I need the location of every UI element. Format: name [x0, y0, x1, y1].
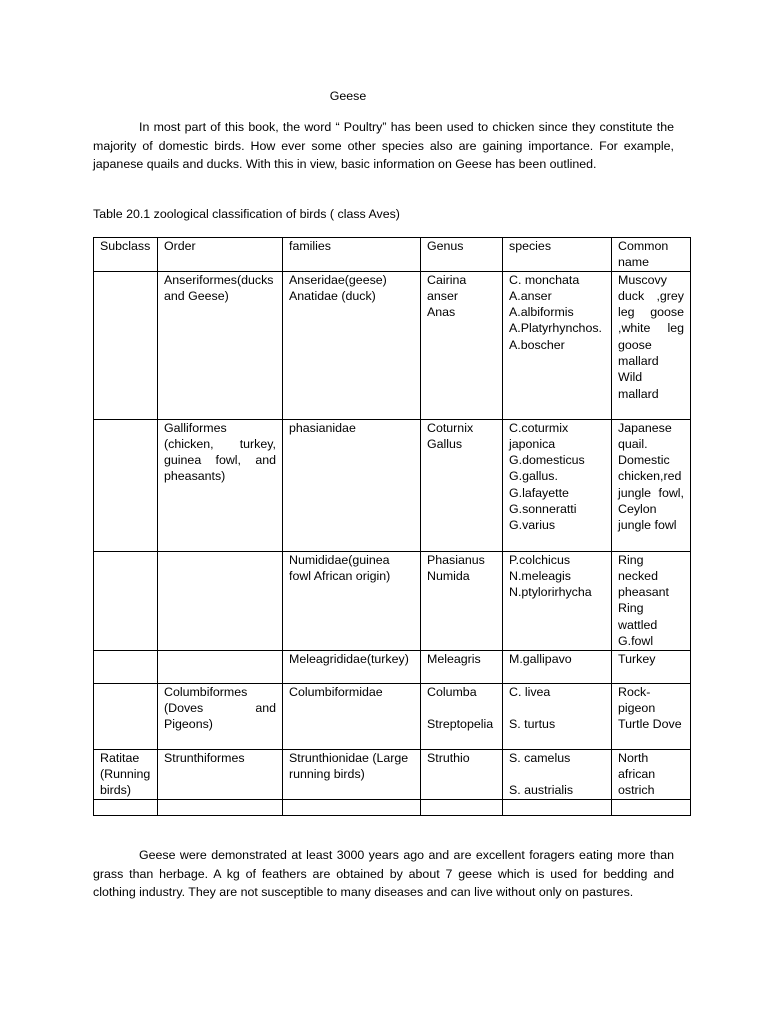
- species-item: G.gallus.: [509, 469, 558, 484]
- cell-order: [158, 799, 283, 815]
- species-item: G.varius: [509, 518, 556, 533]
- species-item: G.sonneratti: [509, 502, 577, 517]
- cell-common-name: Muscovy duck ,grey leg goose ,white leg goose mallard Wild mallard: [612, 271, 691, 419]
- cell-families: Numididae(guinea fowl African origin): [283, 551, 421, 650]
- table-row: [94, 650, 691, 683]
- table-row: [94, 551, 691, 650]
- species-item: P.colchicus: [509, 552, 571, 567]
- species-item: A.anser: [509, 288, 552, 303]
- genus-item: Anas: [427, 305, 456, 320]
- cell-families: [283, 799, 421, 815]
- page-title: [0, 87, 768, 106]
- cell-genus: [421, 749, 503, 799]
- closing-paragraph: Geese were demonstrated at least 3000 years ago and are excellent foragers eating more than grass than herbage. A kg of feathers are obtained by about 7 geese which is used for bedding and clothing industry. They are not susceptible to many diseases and can live without only on pastures.: [93, 848, 674, 899]
- cell-subclass: [94, 683, 158, 749]
- species-item: S. camelus: [509, 750, 571, 765]
- table-header-row: [94, 238, 691, 272]
- cell-genus: [421, 683, 503, 749]
- species-item: M.gallipavo: [509, 651, 572, 666]
- header-order: Order: [158, 238, 283, 272]
- genus-item: Gallus: [427, 436, 463, 451]
- cell-families: Anseridae(geese) Anatidae (duck): [283, 271, 421, 419]
- genus-item: Cairina: [427, 272, 467, 287]
- table-row: [94, 683, 691, 749]
- cell-families: Strunthionidae (Large running birds): [283, 749, 421, 799]
- cell-species: [503, 419, 612, 551]
- header-species: species: [503, 238, 612, 272]
- cell-order: [158, 551, 283, 650]
- species-item: N.ptylorirhycha: [509, 585, 592, 600]
- genus-item: Streptopelia: [427, 717, 494, 732]
- species-item: A.boscher: [509, 337, 565, 352]
- header-common-name: Common name: [612, 238, 691, 272]
- cell-genus: [421, 551, 503, 650]
- title-text: Geese: [329, 89, 367, 103]
- intro-paragraph: In most part of this book, the word “ Poultry” has been used to chicken since they constitute the majority of domestic birds. How ever some other species also are gaining importance. For example, japanese quails and ducks. With this in view, basic information on Geese has been outlined.: [93, 120, 674, 171]
- cell-subclass: [94, 650, 158, 683]
- cell-order: Galliformes (chicken, turkey, guinea fowl, and pheasants): [158, 419, 283, 551]
- table-row: [94, 419, 691, 551]
- genus-item: Meleagris: [427, 651, 481, 666]
- species-item: A.Platyrhynchos.: [509, 321, 602, 336]
- species-item: C. monchata: [509, 272, 580, 287]
- table-row-empty: [94, 799, 691, 815]
- cell-species: [503, 683, 612, 749]
- species-gap: [509, 766, 605, 782]
- cell-common-name: Turkey: [612, 650, 691, 683]
- species-item: S. austrialis: [509, 783, 574, 798]
- table-caption: Table 20.1 zoological classification of birds ( class Aves): [93, 207, 400, 221]
- cell-subclass: [94, 799, 158, 815]
- cell-species: [503, 749, 612, 799]
- table-row: [94, 749, 691, 799]
- cell-species: [503, 551, 612, 650]
- cell-common-name: Ring necked pheasant Ring wattled G.fowl: [612, 551, 691, 650]
- cell-order: [158, 650, 283, 683]
- cell-order: Anseriformes(ducks and Geese): [158, 271, 283, 419]
- genus-gap: [427, 700, 496, 716]
- cell-common-name: [612, 799, 691, 815]
- header-subclass: Subclass: [94, 238, 158, 272]
- species-item: N.meleagis: [509, 568, 571, 583]
- genus-item: Columba: [427, 684, 477, 699]
- cell-species: [503, 271, 612, 419]
- cell-subclass: [94, 551, 158, 650]
- cell-subclass: Ratitae (Running birds): [94, 749, 158, 799]
- cell-genus: [421, 419, 503, 551]
- cell-families: Columbiformidae: [283, 683, 421, 749]
- species-item: C. livea: [509, 684, 551, 699]
- cell-common-name: Japanese quail. Domestic chicken,red jungle fowl, Ceylon jungle fowl: [612, 419, 691, 551]
- cell-genus: [421, 650, 503, 683]
- genus-item: Numida: [427, 568, 470, 583]
- header-genus: Genus: [421, 238, 503, 272]
- cell-common-name: North african ostrich: [612, 749, 691, 799]
- cell-common-name: Rock-pigeon Turtle Dove: [612, 683, 691, 749]
- species-item: G.lafayette: [509, 485, 569, 500]
- cell-order: Columbiformes (Doves and Pigeons): [158, 683, 283, 749]
- cell-genus: [421, 271, 503, 419]
- classification-table: [93, 237, 691, 816]
- genus-item: Struthio: [427, 750, 470, 765]
- cell-species: [503, 650, 612, 683]
- header-families: families: [283, 238, 421, 272]
- table-row: [94, 271, 691, 419]
- species-item: S. turtus: [509, 717, 556, 732]
- cell-families: Meleagrididae(turkey): [283, 650, 421, 683]
- cell-families: phasianidae: [283, 419, 421, 551]
- cell-species: [503, 799, 612, 815]
- species-item: C.coturmix japonica: [509, 420, 569, 451]
- species-item: A.albiformis: [509, 305, 574, 320]
- genus-item: Phasianus: [427, 552, 485, 567]
- cell-subclass: [94, 271, 158, 419]
- genus-item: Coturnix: [427, 420, 474, 435]
- genus-item: anser: [427, 288, 458, 303]
- species-gap: [509, 700, 605, 716]
- species-item: G.domesticus: [509, 453, 585, 468]
- cell-genus: [421, 799, 503, 815]
- cell-subclass: [94, 419, 158, 551]
- cell-order: Strunthiformes: [158, 749, 283, 799]
